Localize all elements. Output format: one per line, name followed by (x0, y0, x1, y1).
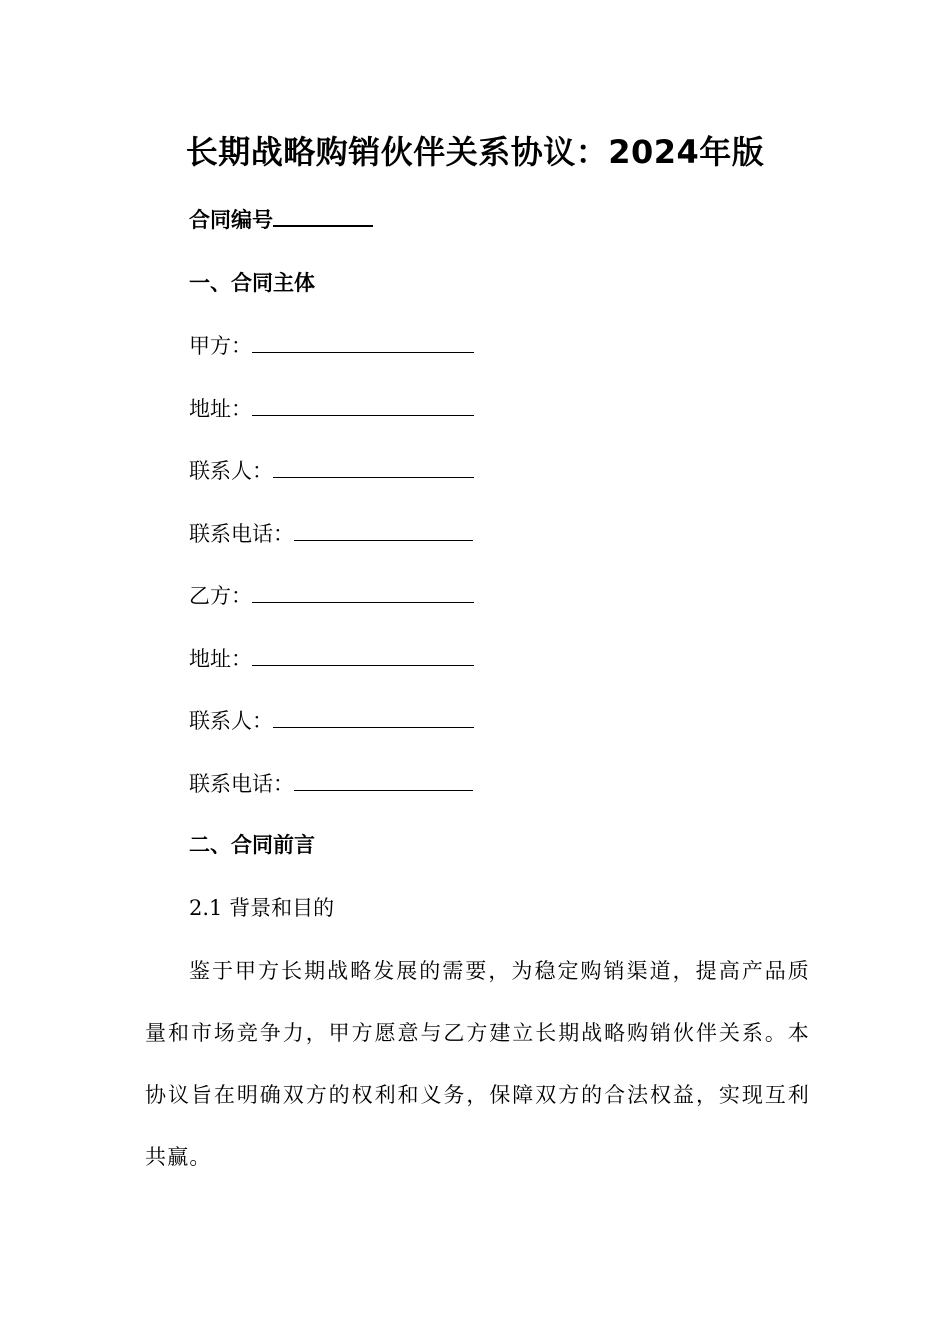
party-b-contact-line (189, 705, 474, 736)
document-title: 长期战略购销伙伴关系协议：2024年版 (185, 133, 765, 171)
party-b-phone-blank[interactable] (294, 768, 473, 791)
party-b-address-line (189, 643, 474, 674)
party-b-label: 乙方： (189, 584, 252, 608)
subsection-2-1-heading: 2.1 背景和目的 (189, 896, 335, 920)
party-b-line (189, 580, 474, 611)
party-a-address-blank[interactable] (252, 393, 474, 416)
preamble-paragraph: 鉴于甲方长期战略发展的需要，为稳定购销渠道，提高产品质量和市场竞争力，甲方愿意与乙方建立长期战略购销伙伴关系。本协议旨在明确双方的权利和义务，保障双方的合法权益，实现互利共赢。 (145, 959, 810, 1169)
contract-number-blank[interactable] (273, 203, 373, 227)
party-b-phone-line (189, 768, 473, 799)
party-b-blank[interactable] (252, 580, 474, 603)
party-b-phone-label: 联系电话： (189, 772, 294, 796)
party-b-address-blank[interactable] (252, 643, 474, 666)
section-2-heading: 二、合同前言 (189, 833, 315, 857)
contract-number-line (189, 203, 373, 235)
party-a-label: 甲方： (189, 334, 252, 358)
party-a-line (189, 330, 474, 361)
party-a-phone-label: 联系电话： (189, 522, 294, 546)
party-a-contact-label: 联系人： (189, 459, 273, 483)
party-b-contact-label: 联系人： (189, 709, 273, 733)
party-a-phone-line (189, 518, 473, 549)
party-a-contact-blank[interactable] (273, 455, 474, 478)
party-a-contact-line (189, 455, 474, 486)
party-b-contact-blank[interactable] (273, 705, 474, 728)
contract-number-label: 合同编号 (189, 208, 273, 232)
section-1-heading: 一、合同主体 (189, 271, 315, 295)
party-b-address-label: 地址： (189, 647, 252, 671)
party-a-address-label: 地址： (189, 397, 252, 421)
party-a-blank[interactable] (252, 330, 474, 353)
party-a-address-line (189, 393, 474, 424)
party-a-phone-blank[interactable] (294, 518, 473, 541)
